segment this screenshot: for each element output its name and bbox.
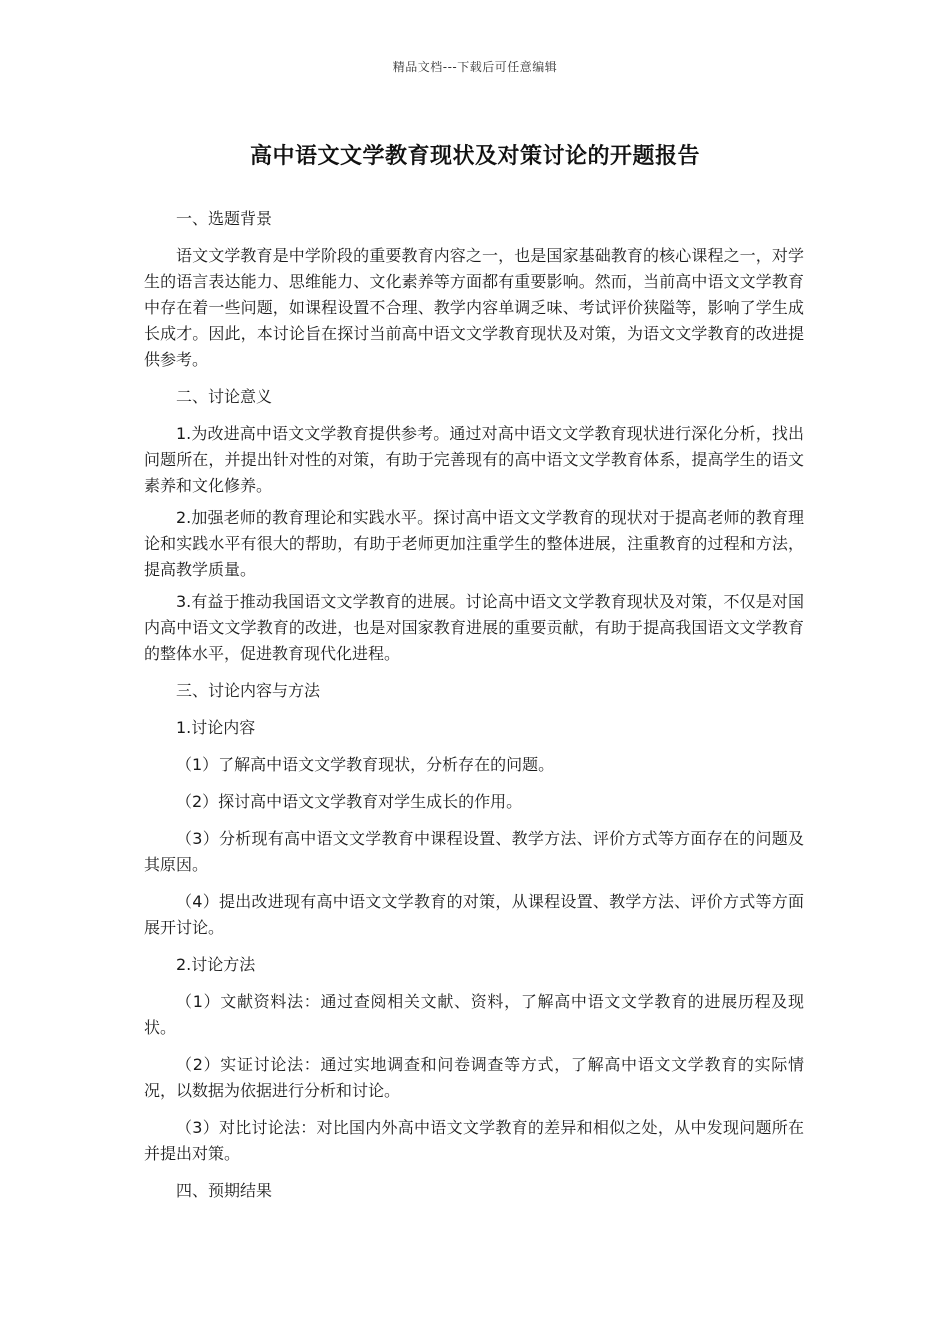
method-item-3: （3）对比讨论法：对比国内外高中语文文学教育的差异和相似之处，从中发现问题所在并提出对策。 xyxy=(144,1118,804,1163)
section-heading-background: 一、选题背景 xyxy=(176,209,273,228)
paragraph-background: 语文文学教育是中学阶段的重要教育内容之一，也是国家基础教育的核心课程之一，对学生的语言表达能力、思维能力、文化素养等方面都有重要影响。然而，当前高中语文文学教育中存在着一些问题，如课程设置不合理、教学内容单调乏味、考试评价狭隘等，影响了学生成长成才。因此，本讨论旨在探讨当前高中语文文学教育现状及对策，为语文文学教育的改进提供参考。 xyxy=(144,246,804,369)
content-item-4: （4）提出改进现有高中语文文学教育的对策，从课程设置、教学方法、评价方式等方面展开讨论。 xyxy=(144,892,804,937)
document-body xyxy=(144,206,804,1204)
section-heading-significance: 二、讨论意义 xyxy=(176,387,273,406)
paragraph-significance-2: 2.加强老师的教育理论和实践水平。探讨高中语文文学教育的现状对于提高老师的教育理论和实践水平有很大的帮助，有助于老师更加注重学生的整体进展，注重教育的过程和方法，提高教学质量。 xyxy=(144,508,804,579)
content-item-3: （3）分析现有高中语文文学教育中课程设置、教学方法、评价方式等方面存在的问题及其原因。 xyxy=(144,829,804,874)
section-heading-expected-results: 四、预期结果 xyxy=(176,1181,273,1200)
section-heading-content-method: 三、讨论内容与方法 xyxy=(176,681,321,700)
paragraph-significance-1: 1.为改进高中语文文学教育提供参考。通过对高中语文文学教育现状进行深化分析，找出问题所在，并提出针对性的对策，有助于完善现有的高中语文文学教育体系，提高学生的语文素养和文化修养。 xyxy=(144,424,804,495)
method-item-1: （1）文献资料法：通过查阅相关文献、资料，了解高中语文文学教育的进展历程及现状。 xyxy=(144,992,804,1037)
subheading-method: 2.讨论方法 xyxy=(176,955,256,974)
method-item-2: （2）实证讨论法：通过实地调查和问卷调查等方式，了解高中语文文学教育的实际情况，以数据为依据进行分析和讨论。 xyxy=(144,1055,804,1100)
header-note: 精品文档---下载后可任意编辑 xyxy=(392,60,558,74)
content-item-1: （1）了解高中语文文学教育现状，分析存在的问题。 xyxy=(176,755,555,774)
content-item-2: （2）探讨高中语文文学教育对学生成长的作用。 xyxy=(176,792,523,811)
subheading-content: 1.讨论内容 xyxy=(176,718,256,737)
document-title: 高中语文文学教育现状及对策讨论的开题报告 xyxy=(249,144,700,169)
paragraph-significance-3: 3.有益于推动我国语文文学教育的进展。讨论高中语文文学教育现状及对策，不仅是对国内高中语文文学教育的改进，也是对国家教育进展的重要贡献，有助于提高我国语文文学教育的整体水平，促进教育现代化进程。 xyxy=(144,592,804,663)
